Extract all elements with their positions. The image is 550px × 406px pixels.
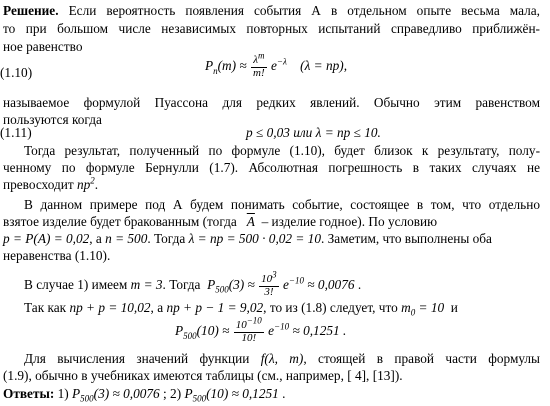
solution-label: Решение. [3, 3, 59, 18]
paragraph-line: ченному по формуле Бернулли (1.7). Абсолютная погрешность в таких случаях не [3, 160, 540, 175]
paragraph-line: ное равенство [3, 39, 83, 54]
condition-formula: p ≤ 0,03 или λ = np ≤ 10. [246, 125, 381, 140]
answers-line: Ответы: 1) $P_{500}(3) \approx 0,0076$ ; 2) $P_{500}(10) \approx 0,1251$ . [3, 386, 286, 404]
paragraph-line: то при большом числе независимых повторных испытаний справедливо приближён- [3, 21, 540, 36]
paragraph-line: Для вычисления значений функции f(λ, m), стоящей в правой части формулы [24, 351, 540, 366]
equation-number: (1.11) [0, 125, 32, 140]
paragraph-line: В данном примере под А будем понимать событие, состоящее в том, что отдельно [24, 197, 540, 212]
paragraph-line: называемое формулой Пуассона для редких явлений. Обычно этим равенством [3, 95, 540, 110]
paragraph-line: неравенства (1.10). [3, 248, 111, 263]
paragraph-line: p = P(A) = 0,02, а n = 500. Тогда λ = np = 500 · 0,02 = 10. Заметим, что выполнены оба [3, 231, 492, 246]
paragraph-line: Решение. Если вероятность появления события А в отдельном опыте весьма мала, [3, 3, 540, 18]
paragraph-line: превосходит $np^2$. [3, 175, 99, 192]
poisson-formula: $P_n(m)$ ≈ $\frac{\lambda^m}{m!}$ $e^{-\lambda}$ (λ = np), [205, 50, 348, 79]
paragraph-line: (1.9), обычно в учебниках имеются таблицы (см., например, [ 4], [13]). [3, 368, 403, 383]
equation-number: (1.10) [0, 65, 33, 80]
paragraph-line: пользуются когда [3, 112, 102, 127]
result-formula: $P_{500}(10)$ ≈ $\frac{10^{-10}}{10!}$ $e^{-10} \approx 0,1251$ . [175, 315, 347, 344]
paragraph-line: Так как np + p = 10,02, а np + p − 1 = 9,02, то из (1.8) следует, что $m_0 = 10$ и [24, 300, 458, 318]
paragraph-line: Тогда результат, полученный по формуле (1.10), будет близок к результату, полу- [24, 143, 540, 158]
paragraph-line: В случае 1) имеем m = 3. Тогда $P_{500}(3)$ ≈ $\frac{10^3}{3!}$ $e^{-10} \approx 0,0076$ . [24, 269, 362, 298]
paragraph-line: взятое изделие будет бракованным (тогда $\overline{A}$ – изделие годное). По условию [3, 214, 438, 229]
